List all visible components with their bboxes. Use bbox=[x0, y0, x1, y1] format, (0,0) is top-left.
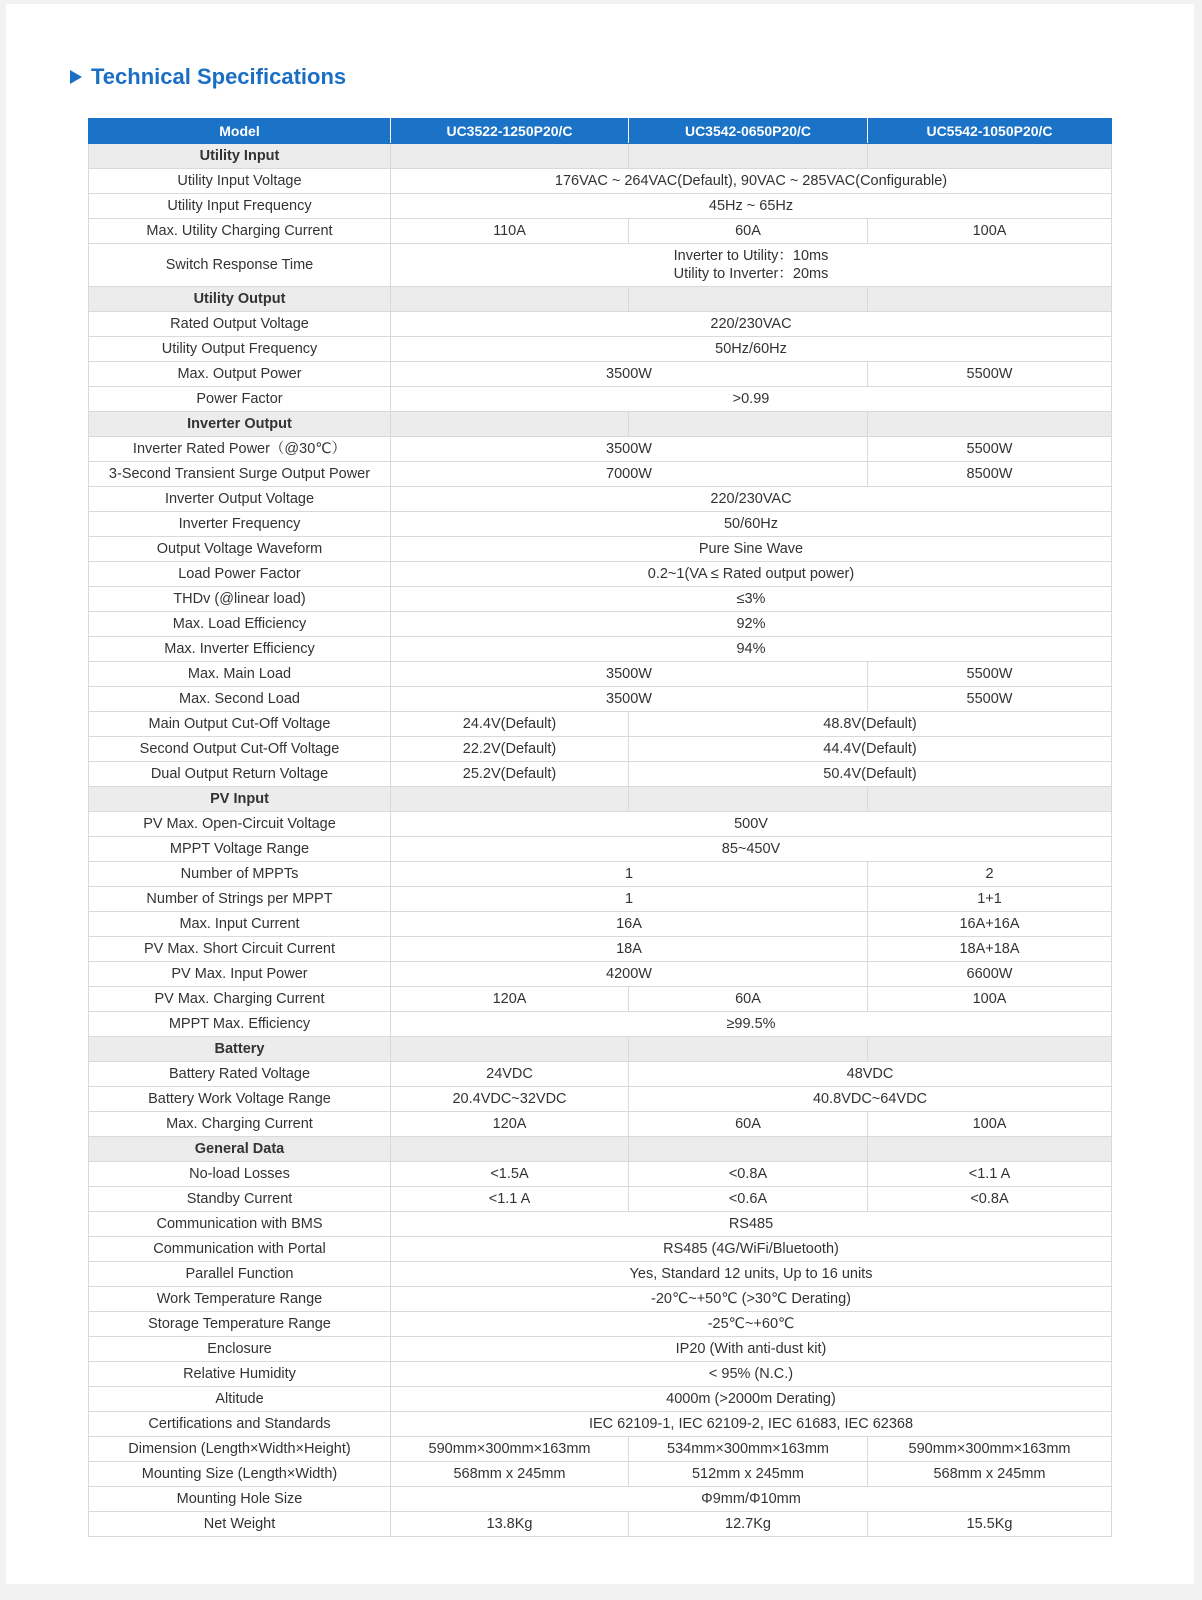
spec-table-body bbox=[89, 144, 1112, 1537]
spec-table bbox=[88, 118, 1112, 1537]
spec-row bbox=[89, 512, 1112, 537]
spec-value: 60A bbox=[629, 219, 868, 244]
spec-label: Communication with Portal bbox=[89, 1237, 391, 1262]
spec-label: Max. Utility Charging Current bbox=[89, 219, 391, 244]
spec-value: -25℃~+60℃ bbox=[391, 1312, 1112, 1337]
spec-value: 512mm x 245mm bbox=[629, 1462, 868, 1487]
spec-row bbox=[89, 737, 1112, 762]
section-filler-cell bbox=[629, 287, 868, 312]
spec-value: 6600W bbox=[868, 962, 1112, 987]
spec-value: Φ9mm/Φ10mm bbox=[391, 1487, 1112, 1512]
spec-row bbox=[89, 962, 1112, 987]
spec-value: 20.4VDC~32VDC bbox=[391, 1087, 629, 1112]
spec-row bbox=[89, 987, 1112, 1012]
section-filler-cell bbox=[629, 1137, 868, 1162]
spec-row bbox=[89, 1262, 1112, 1287]
spec-label: PV Max. Input Power bbox=[89, 962, 391, 987]
spec-row bbox=[89, 612, 1112, 637]
section-row bbox=[89, 1037, 1112, 1062]
spec-row bbox=[89, 1312, 1112, 1337]
spec-label: Rated Output Voltage bbox=[89, 312, 391, 337]
spec-value: 24VDC bbox=[391, 1062, 629, 1087]
spec-value: 3500W bbox=[391, 437, 868, 462]
spec-value: 4200W bbox=[391, 962, 868, 987]
spec-label: Parallel Function bbox=[89, 1262, 391, 1287]
spec-label: Relative Humidity bbox=[89, 1362, 391, 1387]
spec-value: 3500W bbox=[391, 362, 868, 387]
spec-value: 5500W bbox=[868, 362, 1112, 387]
spec-row bbox=[89, 1287, 1112, 1312]
spec-label: Inverter Frequency bbox=[89, 512, 391, 537]
spec-row bbox=[89, 1387, 1112, 1412]
section-filler-cell bbox=[391, 287, 629, 312]
spec-row bbox=[89, 1012, 1112, 1037]
spec-label: Storage Temperature Range bbox=[89, 1312, 391, 1337]
spec-value: 92% bbox=[391, 612, 1112, 637]
spec-label: Max. Output Power bbox=[89, 362, 391, 387]
spec-value: 176VAC ~ 264VAC(Default), 90VAC ~ 285VAC(Configurable) bbox=[391, 169, 1112, 194]
spec-label: Max. Main Load bbox=[89, 662, 391, 687]
spec-value: <1.1 A bbox=[868, 1162, 1112, 1187]
spec-value: 85~450V bbox=[391, 837, 1112, 862]
section-heading bbox=[70, 64, 346, 90]
spec-row bbox=[89, 687, 1112, 712]
spec-label: Number of MPPTs bbox=[89, 862, 391, 887]
header-cell-uc3542: UC3542-0650P20/C bbox=[629, 119, 868, 144]
section-filler-cell bbox=[868, 787, 1112, 812]
spec-row bbox=[89, 562, 1112, 587]
spec-value: 110A bbox=[391, 219, 629, 244]
section-label: Battery bbox=[89, 1037, 391, 1062]
spec-row bbox=[89, 1337, 1112, 1362]
spec-value: <0.6A bbox=[629, 1187, 868, 1212]
spec-label: Dual Output Return Voltage bbox=[89, 762, 391, 787]
spec-label: Number of Strings per MPPT bbox=[89, 887, 391, 912]
header-cell-uc5542: UC5542-1050P20/C bbox=[868, 119, 1112, 144]
spec-label: 3-Second Transient Surge Output Power bbox=[89, 462, 391, 487]
spec-value: <0.8A bbox=[629, 1162, 868, 1187]
spec-value: 534mm×300mm×163mm bbox=[629, 1437, 868, 1462]
spec-label: Enclosure bbox=[89, 1337, 391, 1362]
section-row bbox=[89, 287, 1112, 312]
spec-row bbox=[89, 437, 1112, 462]
spec-value: IEC 62109-1, IEC 62109-2, IEC 61683, IEC 62368 bbox=[391, 1412, 1112, 1437]
spec-value: <1.1 A bbox=[391, 1187, 629, 1212]
spec-label: Main Output Cut-Off Voltage bbox=[89, 712, 391, 737]
spec-value: -20℃~+50℃ (>30℃ Derating) bbox=[391, 1287, 1112, 1312]
spec-value: 1 bbox=[391, 862, 868, 887]
header-cell-uc3522: UC3522-1250P20/C bbox=[391, 119, 629, 144]
spec-value: 24.4V(Default) bbox=[391, 712, 629, 737]
spec-label: Battery Rated Voltage bbox=[89, 1062, 391, 1087]
spec-value: 12.7Kg bbox=[629, 1512, 868, 1537]
spec-label: Max. Input Current bbox=[89, 912, 391, 937]
section-row bbox=[89, 1137, 1112, 1162]
page bbox=[6, 4, 1194, 1584]
spec-label: Utility Input Voltage bbox=[89, 169, 391, 194]
spec-label: Power Factor bbox=[89, 387, 391, 412]
section-filler-cell bbox=[391, 144, 629, 169]
spec-row bbox=[89, 1162, 1112, 1187]
spec-label: PV Max. Charging Current bbox=[89, 987, 391, 1012]
spec-label: Output Voltage Waveform bbox=[89, 537, 391, 562]
section-filler-cell bbox=[868, 1037, 1112, 1062]
spec-row bbox=[89, 362, 1112, 387]
spec-value: 100A bbox=[868, 219, 1112, 244]
section-filler-cell bbox=[391, 787, 629, 812]
spec-label: Mounting Hole Size bbox=[89, 1487, 391, 1512]
section-filler-cell bbox=[629, 144, 868, 169]
section-filler-cell bbox=[391, 1137, 629, 1162]
spec-row bbox=[89, 662, 1112, 687]
spec-value: 45Hz ~ 65Hz bbox=[391, 194, 1112, 219]
spec-row bbox=[89, 1062, 1112, 1087]
spec-value: 48VDC bbox=[629, 1062, 1112, 1087]
spec-value: 22.2V(Default) bbox=[391, 737, 629, 762]
spec-label: Utility Output Frequency bbox=[89, 337, 391, 362]
section-filler-cell bbox=[629, 1037, 868, 1062]
section-filler-cell bbox=[868, 412, 1112, 437]
spec-row bbox=[89, 194, 1112, 219]
spec-value: 120A bbox=[391, 987, 629, 1012]
spec-label: Standby Current bbox=[89, 1187, 391, 1212]
section-label: Utility Output bbox=[89, 287, 391, 312]
spec-value: 4000m (>2000m Derating) bbox=[391, 1387, 1112, 1412]
spec-value: 16A bbox=[391, 912, 868, 937]
spec-row bbox=[89, 862, 1112, 887]
spec-row bbox=[89, 1237, 1112, 1262]
section-filler-cell bbox=[868, 1137, 1112, 1162]
spec-label: Work Temperature Range bbox=[89, 1287, 391, 1312]
spec-row bbox=[89, 937, 1112, 962]
section-filler-cell bbox=[629, 787, 868, 812]
triangle-bullet-icon bbox=[70, 70, 82, 84]
section-filler-cell bbox=[629, 412, 868, 437]
spec-row bbox=[89, 762, 1112, 787]
spec-value: 100A bbox=[868, 987, 1112, 1012]
spec-row bbox=[89, 887, 1112, 912]
spec-row bbox=[89, 912, 1112, 937]
spec-value: 1+1 bbox=[868, 887, 1112, 912]
spec-value: 44.4V(Default) bbox=[629, 737, 1112, 762]
section-label: General Data bbox=[89, 1137, 391, 1162]
spec-label: Switch Response Time bbox=[89, 244, 391, 287]
spec-label: Max. Second Load bbox=[89, 687, 391, 712]
spec-label: Utility Input Frequency bbox=[89, 194, 391, 219]
spec-label: Mounting Size (Length×Width) bbox=[89, 1462, 391, 1487]
spec-label: Max. Charging Current bbox=[89, 1112, 391, 1137]
spec-value: 590mm×300mm×163mm bbox=[868, 1437, 1112, 1462]
spec-value: 5500W bbox=[868, 437, 1112, 462]
spec-label: Max. Inverter Efficiency bbox=[89, 637, 391, 662]
spec-value bbox=[391, 244, 1112, 287]
spec-value: 50/60Hz bbox=[391, 512, 1112, 537]
spec-label: Max. Load Efficiency bbox=[89, 612, 391, 637]
spec-value: IP20 (With anti-dust kit) bbox=[391, 1337, 1112, 1362]
spec-row bbox=[89, 1362, 1112, 1387]
spec-label: PV Max. Short Circuit Current bbox=[89, 937, 391, 962]
section-label: Utility Input bbox=[89, 144, 391, 169]
section-filler-cell bbox=[391, 1037, 629, 1062]
section-filler-cell bbox=[391, 412, 629, 437]
spec-value: 50Hz/60Hz bbox=[391, 337, 1112, 362]
spec-row bbox=[89, 587, 1112, 612]
spec-row bbox=[89, 487, 1112, 512]
spec-value: Yes, Standard 12 units, Up to 16 units bbox=[391, 1262, 1112, 1287]
spec-label: PV Max. Open-Circuit Voltage bbox=[89, 812, 391, 837]
spec-label: No-load Losses bbox=[89, 1162, 391, 1187]
spec-value: 40.8VDC~64VDC bbox=[629, 1087, 1112, 1112]
spec-row bbox=[89, 637, 1112, 662]
spec-row bbox=[89, 1087, 1112, 1112]
section-row bbox=[89, 412, 1112, 437]
spec-label: Communication with BMS bbox=[89, 1212, 391, 1237]
spec-value: 100A bbox=[868, 1112, 1112, 1137]
spec-row bbox=[89, 169, 1112, 194]
spec-value: 500V bbox=[391, 812, 1112, 837]
spec-row bbox=[89, 537, 1112, 562]
spec-value: 25.2V(Default) bbox=[391, 762, 629, 787]
section-filler-cell bbox=[868, 287, 1112, 312]
spec-value: 568mm x 245mm bbox=[868, 1462, 1112, 1487]
spec-value: >0.99 bbox=[391, 387, 1112, 412]
spec-value: 0.2~1(VA ≤ Rated output power) bbox=[391, 562, 1112, 587]
spec-row bbox=[89, 1112, 1112, 1137]
spec-value: 120A bbox=[391, 1112, 629, 1137]
spec-row bbox=[89, 337, 1112, 362]
spec-row bbox=[89, 1512, 1112, 1537]
spec-label: Load Power Factor bbox=[89, 562, 391, 587]
spec-label: Second Output Cut-Off Voltage bbox=[89, 737, 391, 762]
spec-label: MPPT Voltage Range bbox=[89, 837, 391, 862]
spec-value: 7000W bbox=[391, 462, 868, 487]
spec-value: 590mm×300mm×163mm bbox=[391, 1437, 629, 1462]
spec-label: Altitude bbox=[89, 1387, 391, 1412]
spec-label: Battery Work Voltage Range bbox=[89, 1087, 391, 1112]
spec-value: RS485 (4G/WiFi/Bluetooth) bbox=[391, 1237, 1112, 1262]
spec-value: 5500W bbox=[868, 687, 1112, 712]
spec-row bbox=[89, 1462, 1112, 1487]
spec-row bbox=[89, 1212, 1112, 1237]
spec-value: 60A bbox=[629, 1112, 868, 1137]
spec-label: Inverter Rated Power（@30℃） bbox=[89, 437, 391, 462]
spec-row bbox=[89, 244, 1112, 287]
header-cell-model: Model bbox=[89, 119, 391, 144]
spec-value: Pure Sine Wave bbox=[391, 537, 1112, 562]
spec-value: 48.8V(Default) bbox=[629, 712, 1112, 737]
spec-value-line: Utility to Inverter：20ms bbox=[673, 266, 829, 282]
section-row bbox=[89, 787, 1112, 812]
spec-value-line: Inverter to Utility：10ms bbox=[673, 248, 829, 264]
spec-label: Certifications and Standards bbox=[89, 1412, 391, 1437]
spec-label: MPPT Max. Efficiency bbox=[89, 1012, 391, 1037]
spec-row bbox=[89, 1487, 1112, 1512]
spec-row bbox=[89, 387, 1112, 412]
spec-value: 220/230VAC bbox=[391, 312, 1112, 337]
spec-value: 5500W bbox=[868, 662, 1112, 687]
spec-value: 18A+18A bbox=[868, 937, 1112, 962]
spec-row bbox=[89, 462, 1112, 487]
section-label: Inverter Output bbox=[89, 412, 391, 437]
spec-value: <1.5A bbox=[391, 1162, 629, 1187]
spec-value: 60A bbox=[629, 987, 868, 1012]
header-row bbox=[89, 119, 1112, 144]
spec-value: 8500W bbox=[868, 462, 1112, 487]
spec-row bbox=[89, 1437, 1112, 1462]
spec-value: < 95% (N.C.) bbox=[391, 1362, 1112, 1387]
spec-value: 220/230VAC bbox=[391, 487, 1112, 512]
spec-value: 15.5Kg bbox=[868, 1512, 1112, 1537]
spec-row bbox=[89, 219, 1112, 244]
spec-label: THDv (@linear load) bbox=[89, 587, 391, 612]
spec-value: 50.4V(Default) bbox=[629, 762, 1112, 787]
spec-value: ≤3% bbox=[391, 587, 1112, 612]
spec-row bbox=[89, 712, 1112, 737]
section-row bbox=[89, 144, 1112, 169]
spec-value: 568mm x 245mm bbox=[391, 1462, 629, 1487]
spec-label: Net Weight bbox=[89, 1512, 391, 1537]
spec-value: 16A+16A bbox=[868, 912, 1112, 937]
spec-row bbox=[89, 312, 1112, 337]
spec-value: 18A bbox=[391, 937, 868, 962]
spec-value: RS485 bbox=[391, 1212, 1112, 1237]
spec-value: 3500W bbox=[391, 662, 868, 687]
spec-label: Inverter Output Voltage bbox=[89, 487, 391, 512]
spec-value: 2 bbox=[868, 862, 1112, 887]
spec-value: ≥99.5% bbox=[391, 1012, 1112, 1037]
section-label: PV Input bbox=[89, 787, 391, 812]
spec-value: 13.8Kg bbox=[391, 1512, 629, 1537]
section-filler-cell bbox=[868, 144, 1112, 169]
section-title: Technical Specifications bbox=[91, 64, 347, 89]
spec-row bbox=[89, 812, 1112, 837]
spec-value: 1 bbox=[391, 887, 868, 912]
spec-row bbox=[89, 1187, 1112, 1212]
spec-row bbox=[89, 837, 1112, 862]
spec-label: Dimension (Length×Width×Height) bbox=[89, 1437, 391, 1462]
spec-value: 3500W bbox=[391, 687, 868, 712]
spec-row bbox=[89, 1412, 1112, 1437]
spec-value: 94% bbox=[391, 637, 1112, 662]
spec-value: <0.8A bbox=[868, 1187, 1112, 1212]
